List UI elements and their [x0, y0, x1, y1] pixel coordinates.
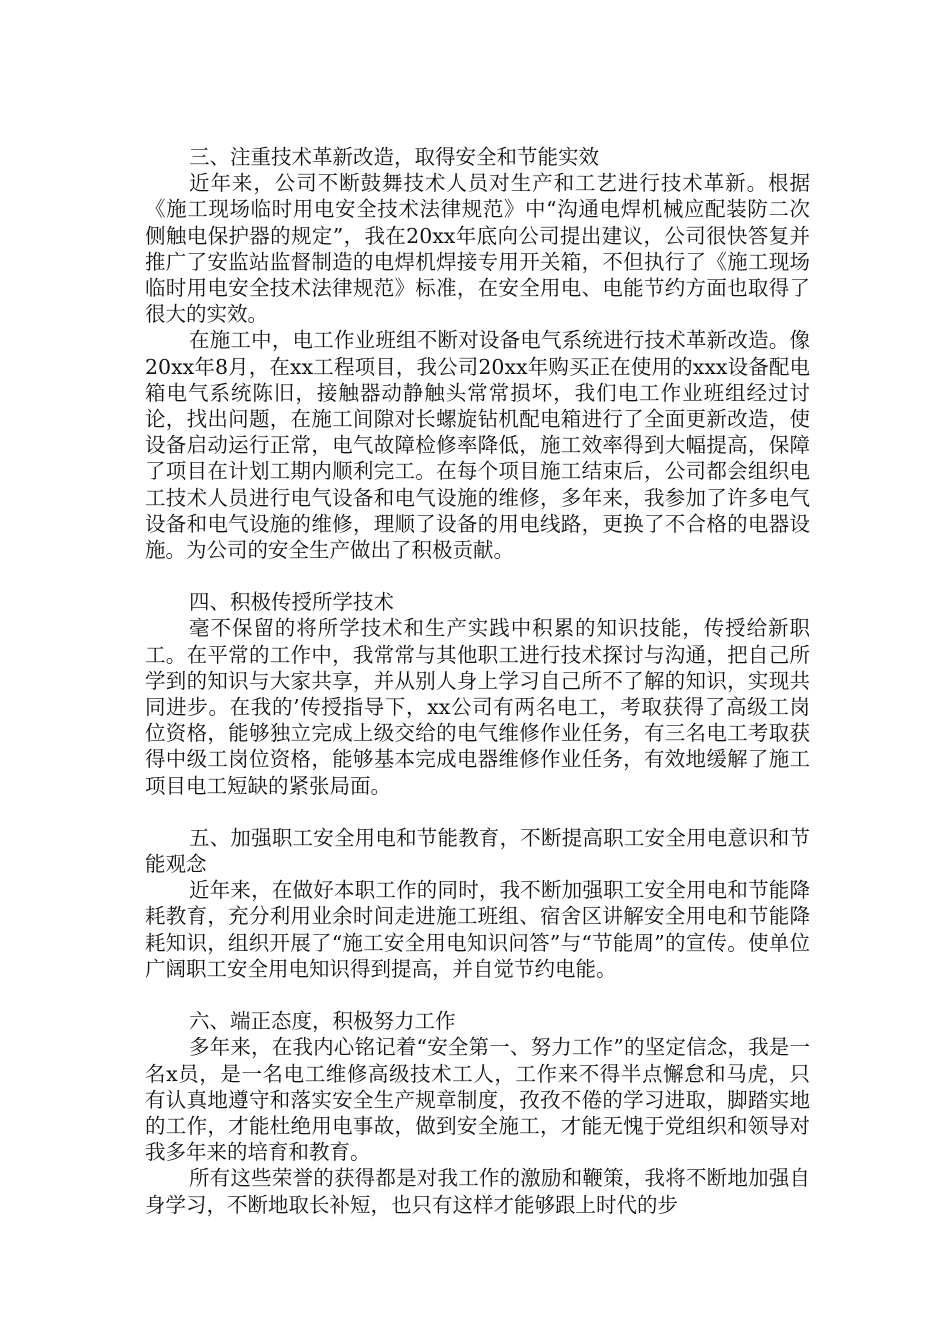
- paragraph: 近年来，公司不断鼓舞技术人员对生产和工艺进行技术革新。根据《施工现场临时用电安全技术法律规范》中“沟通电焊机械应配装防二次侧触电保护器的规定”，我在20xx年底向公司提出建议，公司很快答复并推广了安监站监督制造的电焊机焊接专用开关箱，不但执行了《施工现场临时用电安全技术法律规范》标准，在安全用电、电能节约方面也取得了很大的实效。: [145, 171, 810, 327]
- section-heading: 五、加强职工安全用电和节能教育，不断提高职工安全用电意识和节能观念: [145, 825, 810, 877]
- section-heading: 四、积极传授所学技术: [189, 590, 394, 615]
- section-6: [145, 1008, 810, 1218]
- document-body: [145, 144, 810, 1244]
- section-3: [145, 144, 810, 563]
- paragraph: 多年来，在我内心铭记着“安全第一、努力工作”的坚定信念，我是一名x员，是一名电工维修高级技术工人，工作来不得半点懈怠和马虎，只有认真地遵守和落实安全生产规章制度，孜孜不倦的学习进取，脚踏实地的工作，才能杜绝用电事故，做到安全施工，才能无愧于党组织和领导对我多年来的培育和教育。: [145, 1035, 810, 1165]
- paragraph: 所有这些荣誉的获得都是对我工作的激励和鞭策，我将不断地加强自身学习，不断地取长补短，也只有这样才能够跟上时代的步: [145, 1166, 810, 1217]
- paragraph: 毫不保留的将所学技术和生产实践中积累的知识技能，传授给新职工。在平常的工作中，我常常与其他职工进行技术探讨与沟通，把自己所学到的知识与大家共享，并从别人身上学习自己所不了解的知识，实现共同进步。在我的’传授指导下，xx公司有两名电工，考取获得了高级工岗位资格，能够独立完成上级交给的电气维修作业任务，有三名电工考取获得中级工岗位资格，能够基本完成电器维修作业任务，有效地缓解了施工项目电工短缺的紧张局面。: [145, 616, 810, 798]
- section-4: [145, 589, 810, 799]
- section-heading: 六、端正态度，积极努力工作: [189, 1009, 456, 1034]
- paragraph: 在施工中，电工作业班组不断对设备电气系统进行技术革新改造。像20xx年8月，在xx工程项目，我公司20xx年购买正在使用的xxx设备配电箱电气系统陈旧，接触器动静触头常常损坏，我们电工作业班组经过讨论，找出问题，在施工间隙对长螺旋钻机配电箱进行了全面更新改造，使设备启动运行正常，电气故障检修率降低，施工效率得到大幅提高，保障了项目在计划工期内顺利完工。在每个项目施工结束后，公司都会组织电工技术人员进行电气设备和电气设施的维修，多年来，我参加了许多电气设备和电气设施的维修，理顺了设备的用电线路，更换了不合格的电器设施。为公司的安全生产做出了积极贡献。: [145, 328, 810, 563]
- paragraph: 近年来，在做好本职工作的同时，我不断加强职工安全用电和节能降耗教育，充分利用业余时间走进施工班组、宿舍区讲解安全用电和节能降耗知识，组织开展了“施工安全用电知识问答”与“节能周”的宣传。使单位广阔职工安全用电知识得到提高，并自觉节约电能。: [145, 878, 810, 981]
- section-5: [145, 825, 810, 982]
- section-heading: 三、注重技术革新改造，取得安全和节能实效: [189, 145, 599, 169]
